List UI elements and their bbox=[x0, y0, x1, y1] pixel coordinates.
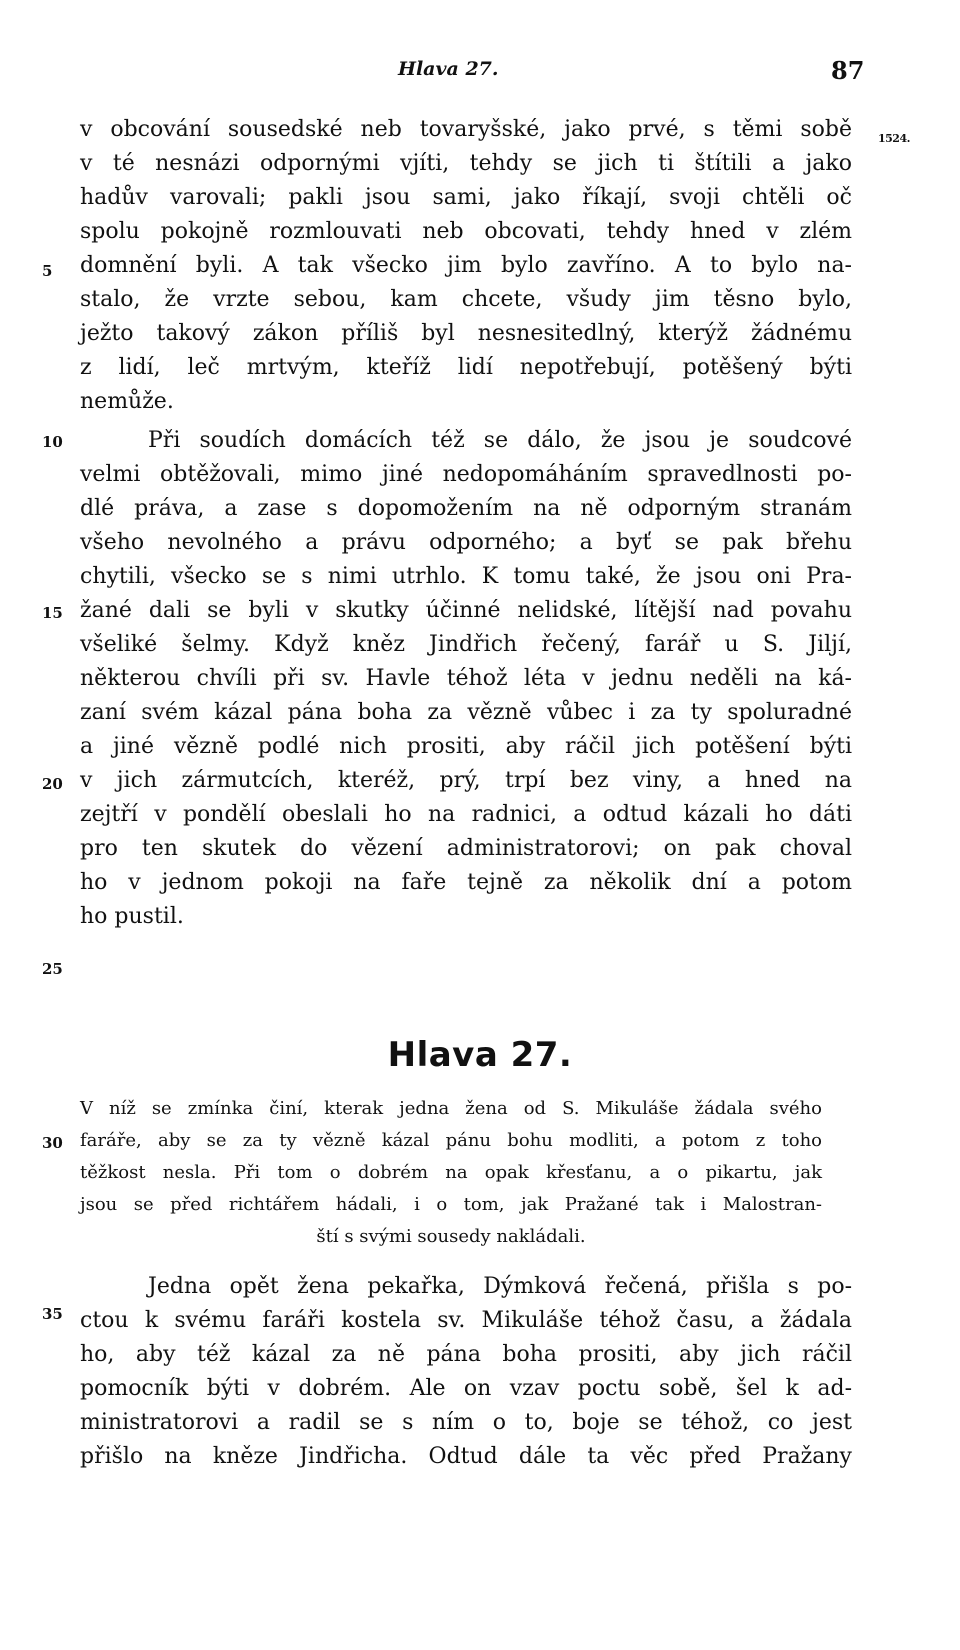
page-header bbox=[0, 58, 960, 88]
chapter-title: Hlava 27. bbox=[387, 1035, 573, 1075]
text-line: všeho nevolného a právu odporného; a byť se pak břehu bbox=[80, 530, 852, 555]
text-line: přišlo na kněze Jindřicha. Odtud dále ta věc před Pražany bbox=[80, 1444, 852, 1469]
text-line: v obcování sousedské neb tovaryšské, jako prvé, s těmi sobě bbox=[80, 117, 852, 142]
text-line: žané dali se byli v skutky účinné nelidské, lítější nad povahu bbox=[80, 598, 852, 623]
text-line: všeliké šelmy. Když kněz Jindřich řečený, farář u S. Jiljí, bbox=[80, 632, 852, 657]
summary-line: ští s svými sousedy nakládali. bbox=[316, 1226, 586, 1247]
text-line: Při soudích domácích též se dálo, že jsou je soudcové bbox=[148, 428, 852, 453]
text-line: ho, aby též kázal za ně pána boha prositi, aby jich ráčil bbox=[80, 1342, 852, 1367]
line-number-15: 15 bbox=[42, 604, 63, 622]
line-number-30: 30 bbox=[42, 1134, 63, 1152]
text-line: dlé práva, a zase s dopomožením na ně odporným stranám bbox=[80, 496, 852, 521]
page-number: 87 bbox=[831, 56, 865, 85]
text-line: nemůže. bbox=[80, 389, 174, 414]
text-line: některou chvíli při sv. Havle téhož léta v jednu neděli na ká- bbox=[80, 666, 852, 691]
summary-line: V níž se zmínka činí, kterak jedna žena od S. Mikuláše žádala svého bbox=[80, 1098, 822, 1119]
text-line: ho v jednom pokoji na faře tejně za několik dní a potom bbox=[80, 870, 852, 895]
line-number-5: 5 bbox=[42, 262, 53, 280]
text-line: domnění byli. A tak všecko jim bylo zavříno. A to bylo na- bbox=[80, 253, 852, 278]
text-line: ježto takový zákon příliš byl nesnesitedlný, kterýž žádnému bbox=[80, 321, 852, 346]
text-line: v jich zármutcích, kteréž, prý, trpí bez viny, a hned na bbox=[80, 768, 852, 793]
line-number-10: 10 bbox=[42, 433, 63, 451]
text-line: ctou k svému faráři kostela sv. Mikuláše téhož času, a žádala bbox=[80, 1308, 852, 1333]
summary-line: těžkost nesla. Při tom o dobrém na opak křesťanu, a o pikartu, jak bbox=[80, 1162, 822, 1183]
text-line: stalo, že vrzte sebou, kam chcete, všudy jim těsno bylo, bbox=[80, 287, 852, 312]
line-number-25: 25 bbox=[42, 960, 63, 978]
text-line: v té nesnázi odpornými vjíti, tehdy se jich ti štítili a jako bbox=[80, 151, 852, 176]
text-line: zejtří v pondělí obeslali ho na radnici, a odtud kázali ho dáti bbox=[80, 802, 852, 827]
summary-line: faráře, aby se za ty vězně kázal pánu bohu modliti, a potom z toho bbox=[80, 1130, 822, 1151]
margin-year-note: 1524. bbox=[878, 132, 910, 145]
line-number-35: 35 bbox=[42, 1305, 63, 1323]
text-line: ministratorovi a radil se s ním o to, boje se téhož, co jest bbox=[80, 1410, 852, 1435]
text-line: chytili, všecko se s nimi utrhlo. K tomu také, že jsou oni Pra- bbox=[80, 564, 852, 589]
summary-line: jsou se před richtářem hádali, i o tom, jak Pražané tak i Malostran- bbox=[80, 1194, 822, 1215]
text-line: pomocník býti v dobrém. Ale on vzav poctu sobě, šel k ad- bbox=[80, 1376, 852, 1401]
text-line: zaní svém kázal pána boha za vězně vůbec i za ty spoluradné bbox=[80, 700, 852, 725]
text-line: pro ten skutek do vězení administratorovi; on pak choval bbox=[80, 836, 852, 861]
text-line: Jedna opět žena pekařka, Dýmková řečená, přišla s po- bbox=[148, 1274, 852, 1299]
text-line: velmi obtěžovali, mimo jiné nedopomáháním spravedlnosti po- bbox=[80, 462, 852, 487]
line-number-20: 20 bbox=[42, 775, 63, 793]
text-line: a jiné vězně podlé nich prositi, aby ráčil jich potěšení býti bbox=[80, 734, 852, 759]
running-head: Hlava 27. bbox=[398, 58, 499, 80]
text-line: ho pustil. bbox=[80, 904, 184, 929]
text-line: z lidí, leč mrtvým, kteříž lidí nepotřebují, potěšený býti bbox=[80, 355, 852, 380]
text-line: spolu pokojně rozmlouvati neb obcovati, tehdy hned v zlém bbox=[80, 219, 852, 244]
text-line: hadův varovali; pakli jsou sami, jako říkají, svoji chtěli oč bbox=[80, 185, 852, 210]
